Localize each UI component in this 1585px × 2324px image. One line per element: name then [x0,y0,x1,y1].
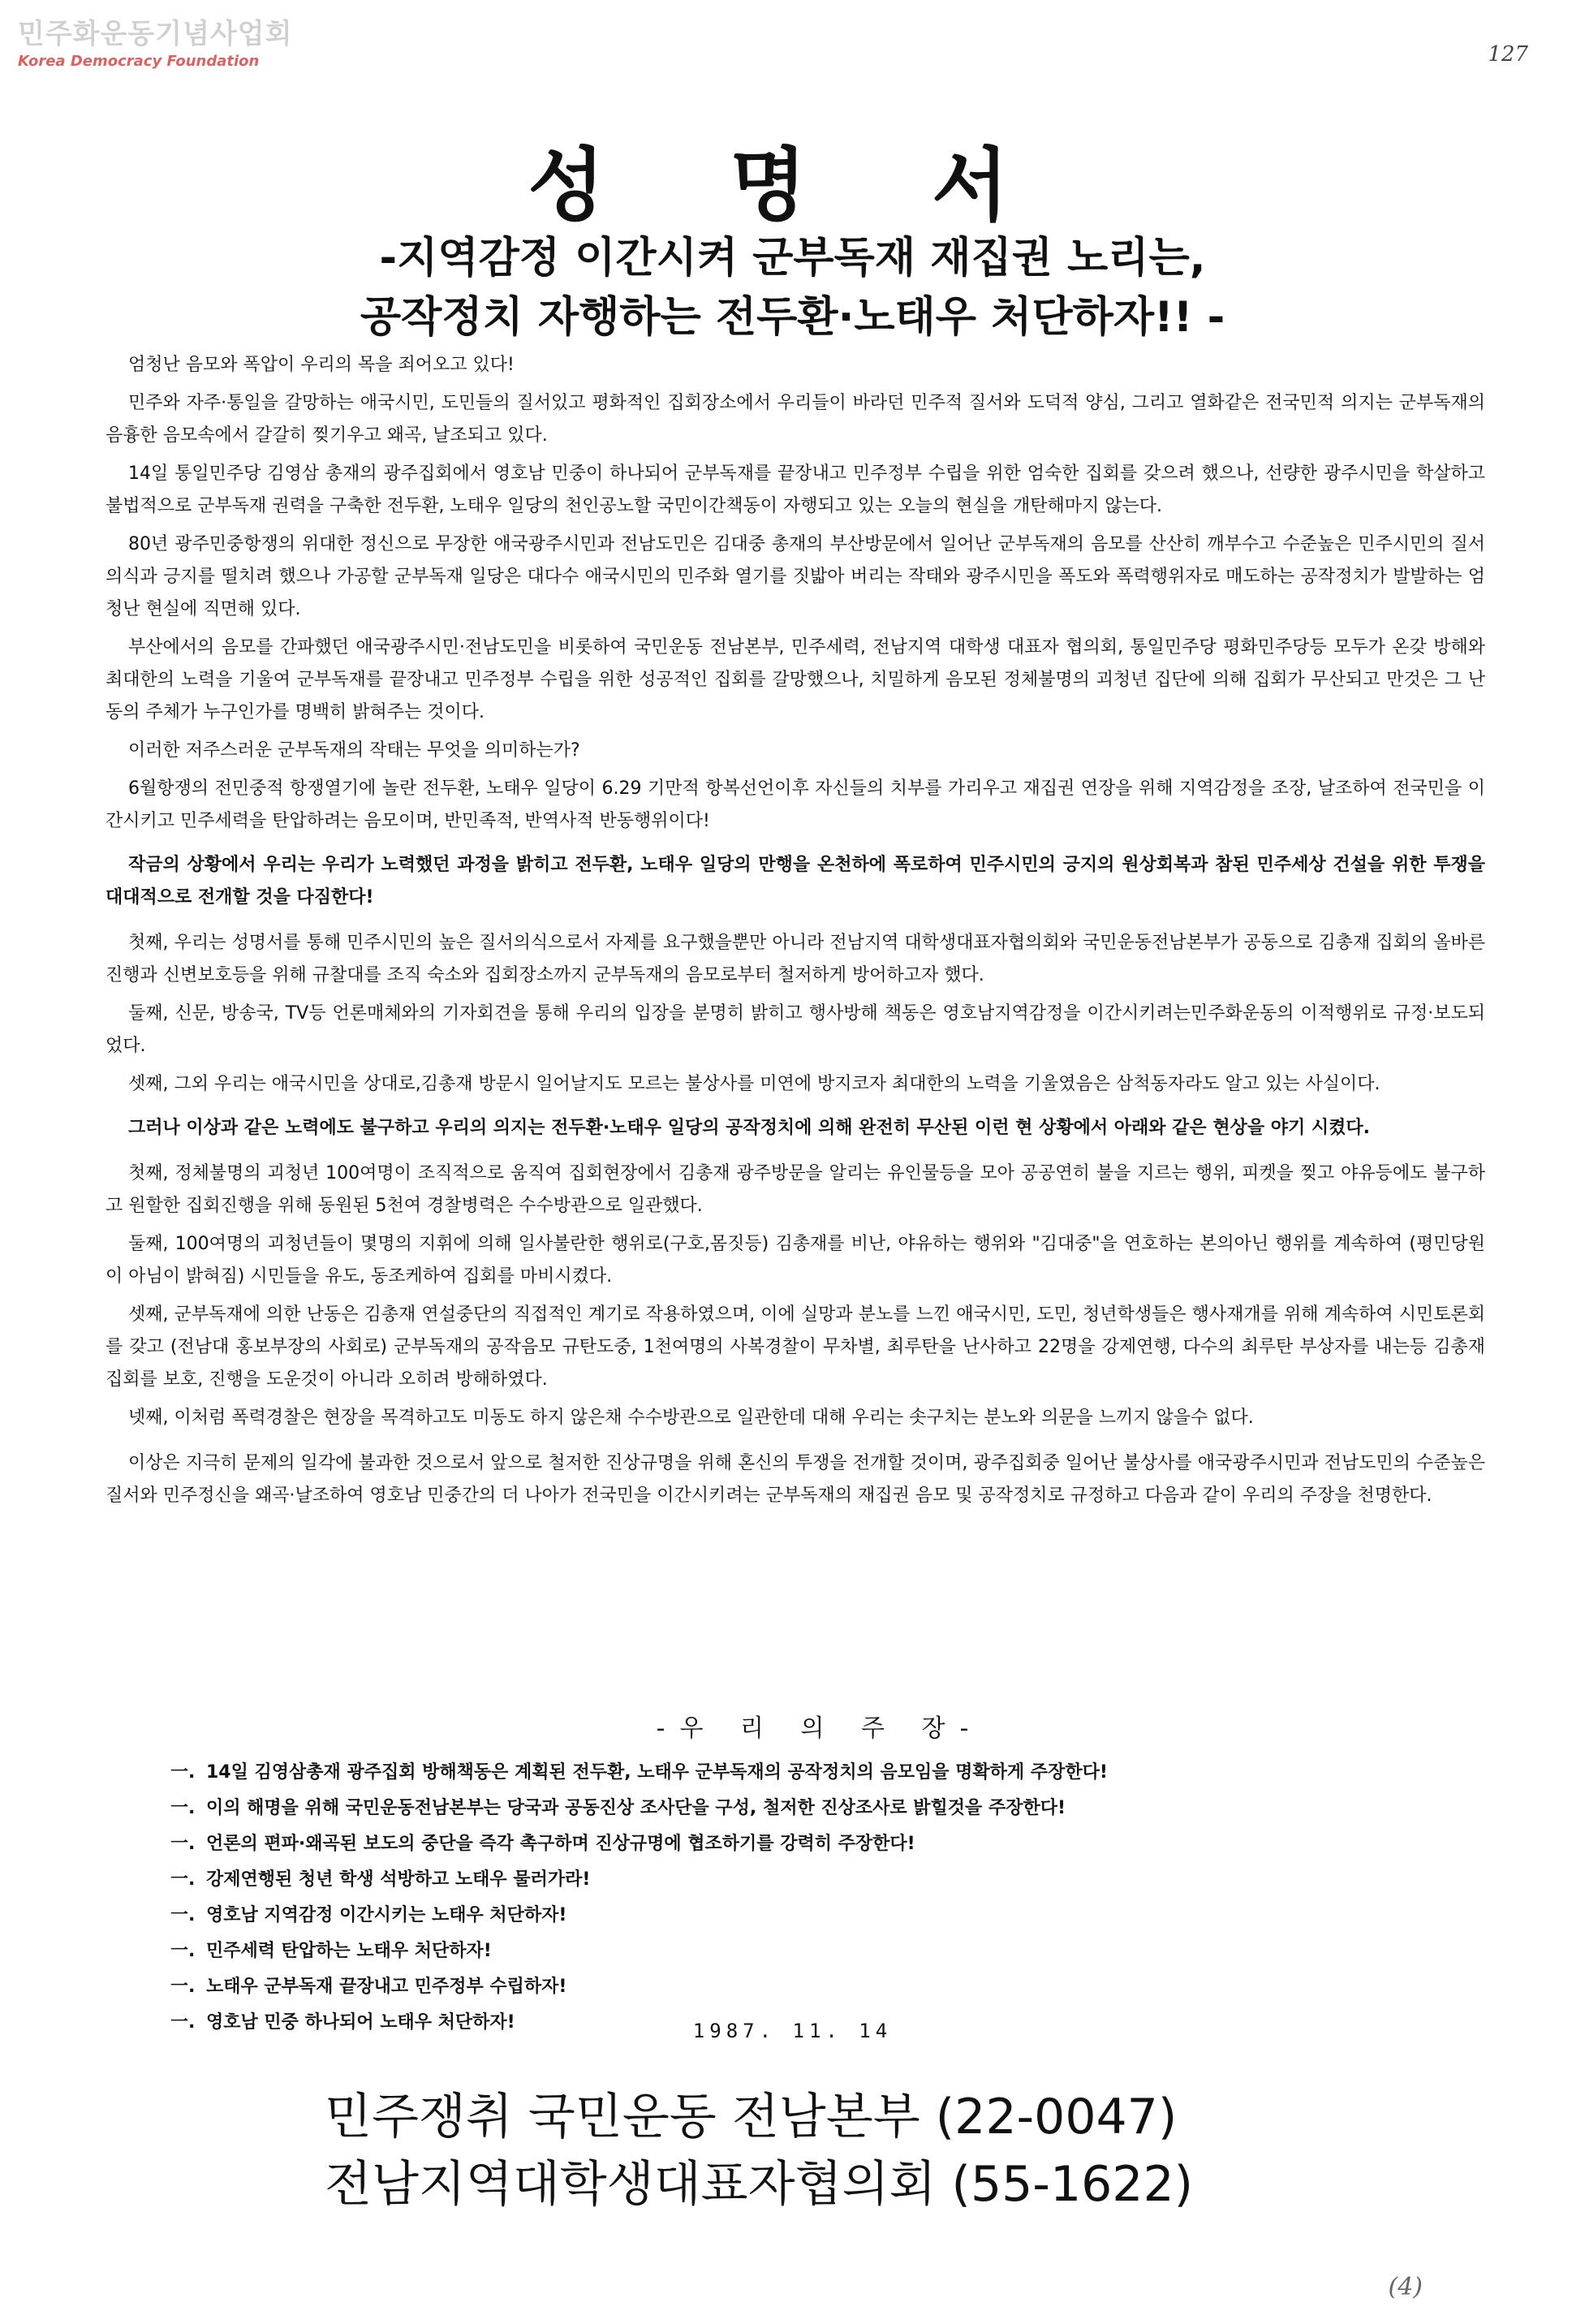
conclusion-paragraph: 이상은 지극히 문제의 일각에 불과한 것으로서 앞으로 철저한 진상규명을 위해 혼신의 투쟁을 전개할 것이며, 광주집회중 일어난 불상사를 애국광주시민과 전남도민의 수준높은 질서와 민주정신을 왜곡·날조하여 영호남 민중간의 더 나아가 전국민을 이간시키려는 군부독재의 재집권 음모 및 공작정치로 규정하고 다음과 같이 우리의 주장을 천명한다. [106,1453,1485,1506]
effort-item: 셋째, 그외 우리는 애국시민을 상대로,김총재 방문시 일어날지도 모르는 불상사를 미연에 방지코자 최대한의 노력을 기울였음은 삼척동자라도 알고 있는 사실이다. [128,1074,1380,1094]
claims-title: -우 리 의 주 장- [656,1714,984,1743]
claim-marker: 一. [170,2012,196,2033]
archive-number: 127 [1488,42,1528,67]
paragraph: 부산에서의 음모를 간파했던 애국광주시민·전남도민을 비롯하여 국민운동 전남본부, 민주세력, 전남지역 대학생 대표자 협의회, 통일민주당 평화민주당등 모두가 온갖 방해와 최대한의 노력을 기울여 군부독재를 끝장내고 민주정부 수립을 위한 성공적인 집회를 갈망했으나, 치밀하게 음모된 정체불명의 괴청년 집단에 의해 집회가 무산되고 만것은 그 난동의 주체가 누구인가를 명백히 밝혀주는 것이다. [106,637,1485,722]
subtitle-line-1: -지역감정 이간시켜 군부독재 재집권 노리는, [379,234,1206,282]
watermark-english: Korea Democracy Foundation [18,53,260,70]
claim-item [170,1791,1469,1826]
event-item: 셋째, 군부독재에 의한 난동은 김총재 연설중단의 직접적인 계기로 작용하였으며, 이에 실망과 분노를 느낀 애국시민, 도민, 청년학생들은 행사재개를 위해 계속하여 시민토론회를 갖고 (전남대 홍보부장의 사회로) 군부독재의 공작음모 규탄도중, 1천여명의 사복경찰이 무차별, 최루탄을 난사하고 22명을 강제연행, 다수의 최루탄 부상자를 내는등 김총재 집회를 보호, 진행을 도운것이 아니라 오히려 방해하였다. [106,1304,1485,1390]
claim-marker: 一. [170,1762,196,1783]
claim-item [170,1862,1469,1898]
document-title: 성 명 서 [528,140,1057,232]
subtitle-line-2: 공작정치 자행하는 전두환·노태우 처단하자!! - [360,293,1225,342]
issuer-line-2: 전남지역대학생대표자협의회 (55-1622) [325,2156,1194,2213]
claim-marker: 一. [170,1869,196,1890]
claim-marker: 一. [170,1798,196,1818]
claim-text: 영호남 지역감정 이간시키는 노태우 처단하자! [206,1905,567,1925]
event-item: 둘째, 100여명의 괴청년들이 몇명의 지휘에 의해 일사불란한 행위로(구호,몸짓등) 김총재를 비난, 야유하는 행위와 "김대중"을 연호하는 본의아닌 행위를 계속하여 (평민당원이 아님이 밝혀짐) 시민들을 유도, 동조케하여 집회를 마비시켰다. [106,1234,1485,1287]
claim-item [170,1898,1469,1934]
effort-item: 둘째, 신문, 방송국, TV등 언론매체와의 기자회견을 통해 우리의 입장을 분명히 밝히고 행사방해 책동은 영호남지역감정을 이간시키려는민주화운동의 이적행위로 규정·보도되었다. [106,1003,1485,1056]
statement-date: 1987. 11. 14 [692,2020,893,2042]
resolution-paragraph: 작금의 상황에서 우리는 우리가 노력했던 과정을 밝히고 전두환, 노태우 일당의 만행을 온천하에 폭로하여 민주시민의 긍지의 원상회복과 참된 민주세상 건설을 위한 투쟁을 대대적으로 전개할 것을 다짐한다! [106,855,1485,908]
paragraph: 14일 통일민주당 김영삼 총재의 광주집회에서 영호남 민중이 하나되어 군부독재를 끝장내고 민주정부 수립을 위한 엄숙한 집회를 갖으려 했으나, 선량한 광주시민을 학살하고 불법적으로 군부독재 권력을 구축한 전두환, 노태우 일당의 천인공노할 국민이간책동이 자행되고 있는 오늘의 현실을 개탄해마지 않는다. [106,464,1485,516]
claim-text: 이의 해명을 위해 국민운동전남본부는 당국과 공동진상 조사단을 구성, 철저한 진상조사로 밝힐것을 주장한다! [206,1798,1066,1818]
claim-text: 언론의 편파·왜곡된 보도의 중단을 즉각 촉구하며 진상규명에 협조하기를 강력히 주장한다! [206,1834,915,1854]
claim-marker: 一. [170,1977,196,1997]
claim-text: 노태우 군부독재 끝장내고 민주정부 수립하자! [206,1977,567,1997]
claim-item [170,1934,1469,1969]
claim-text: 14일 김영삼총재 광주집회 방해책동은 계획된 전두환, 노태우 군부독재의 공작정치의 음모임을 명확하게 주장한다! [206,1762,1108,1783]
effort-item: 첫째, 우리는 성명서를 통해 민주시민의 높은 질서의식으로서 자제를 요구했을뿐만 아니라 전남지역 대학생대표자협의회와 국민운동전남본부가 공동으로 김총재 집회의 올바른 진행과 신변보호등을 위해 규찰대를 조직 숙소와 집회장소까지 군부독재의 음모로부터 철저하게 방어하고자 했다. [106,933,1485,985]
paragraph: 엄청난 음모와 폭압이 우리의 목을 죄어오고 있다! [128,355,515,375]
claim-text: 영호남 민중 하나되어 노태우 처단하자! [206,2012,515,2033]
claim-item [170,1826,1469,1862]
claim-text: 강제연행된 청년 학생 석방하고 노태우 물러가라! [206,1869,591,1890]
claim-text: 민주세력 탄압하는 노태우 처단하자! [206,1941,492,1961]
however-paragraph: 그러나 이상과 같은 노력에도 불구하고 우리의 의지는 전두환·노태우 일당의 공작정치에 의해 완전히 무산된 이런 현 상황에서 아래와 같은 현상을 야기 시켰다. [128,1118,1371,1138]
claim-marker: 一. [170,1905,196,1925]
claims-section [170,1708,1469,2041]
event-item: 넷째, 이처럼 폭력경찰은 현장을 목격하고도 미동도 하지 않은채 수수방관으로 일관한데 대해 우리는 솟구치는 분노와 의문을 느끼지 않을수 없다. [128,1408,1254,1428]
paragraph: 이러한 저주스러운 군부독재의 작태는 무엇을 의미하는가? [128,740,580,761]
statement-body [106,349,1485,1518]
watermark-korean: 민주화운동기념사업회 [18,18,293,50]
paragraph: 민주와 자주·통일을 갈망하는 애국시민, 도민들의 질서있고 평화적인 집회장소에서 우리들이 바라던 민주적 질서와 도덕적 양심, 그리고 열화같은 전국민적 의지는 군부독재의 음흉한 음모속에서 갈갈히 찢기우고 왜곡, 날조되고 있다. [106,393,1485,446]
claim-item [170,1755,1469,1791]
issuer-line-1: 민주쟁취 국민운동 전남본부 (22-0047) [325,2089,1178,2145]
claim-marker: 一. [170,1834,196,1854]
paragraph: 6월항쟁의 전민중적 항쟁열기에 놀란 전두환, 노태우 일당이 6.29 기만적 항복선언이후 자신들의 치부를 가리우고 재집권 연장을 위해 지역감정을 조장, 날조하여 전국민을 이간시키고 민주세력을 탄압하려는 음모이며, 반민족적, 반역사적 반동행위이다! [106,778,1485,831]
page-note: (4) [1388,2273,1423,2301]
claim-marker: 一. [170,1941,196,1961]
event-item: 첫째, 정체불명의 괴청년 100여명이 조직적으로 움직여 집회현장에서 김총재 광주방문을 알리는 유인물등을 모아 공공연히 불을 지르는 행위, 피켓을 찢고 야유등에도 불구하고 원할한 집회진행을 위해 동원된 5천여 경찰병력은 수수방관으로 일관했다. [106,1163,1485,1216]
claim-item [170,1969,1469,2005]
paragraph: 80년 광주민중항쟁의 위대한 정신으로 무장한 애국광주시민과 전남도민은 김대중 총재의 부산방문에서 일어난 군부독재의 음모를 산산히 깨부수고 수준높은 민주시민의 질서의식과 긍지를 떨치려 했으나 가공할 군부독재 일당은 대다수 애국시민의 민주화 열기를 짓밟아 버리는 작태와 광주시민을 폭도와 폭력행위자로 매도하는 공작정치가 발발하는 엄청난 현실에 직면해 있다. [106,534,1485,619]
watermark [18,11,292,70]
